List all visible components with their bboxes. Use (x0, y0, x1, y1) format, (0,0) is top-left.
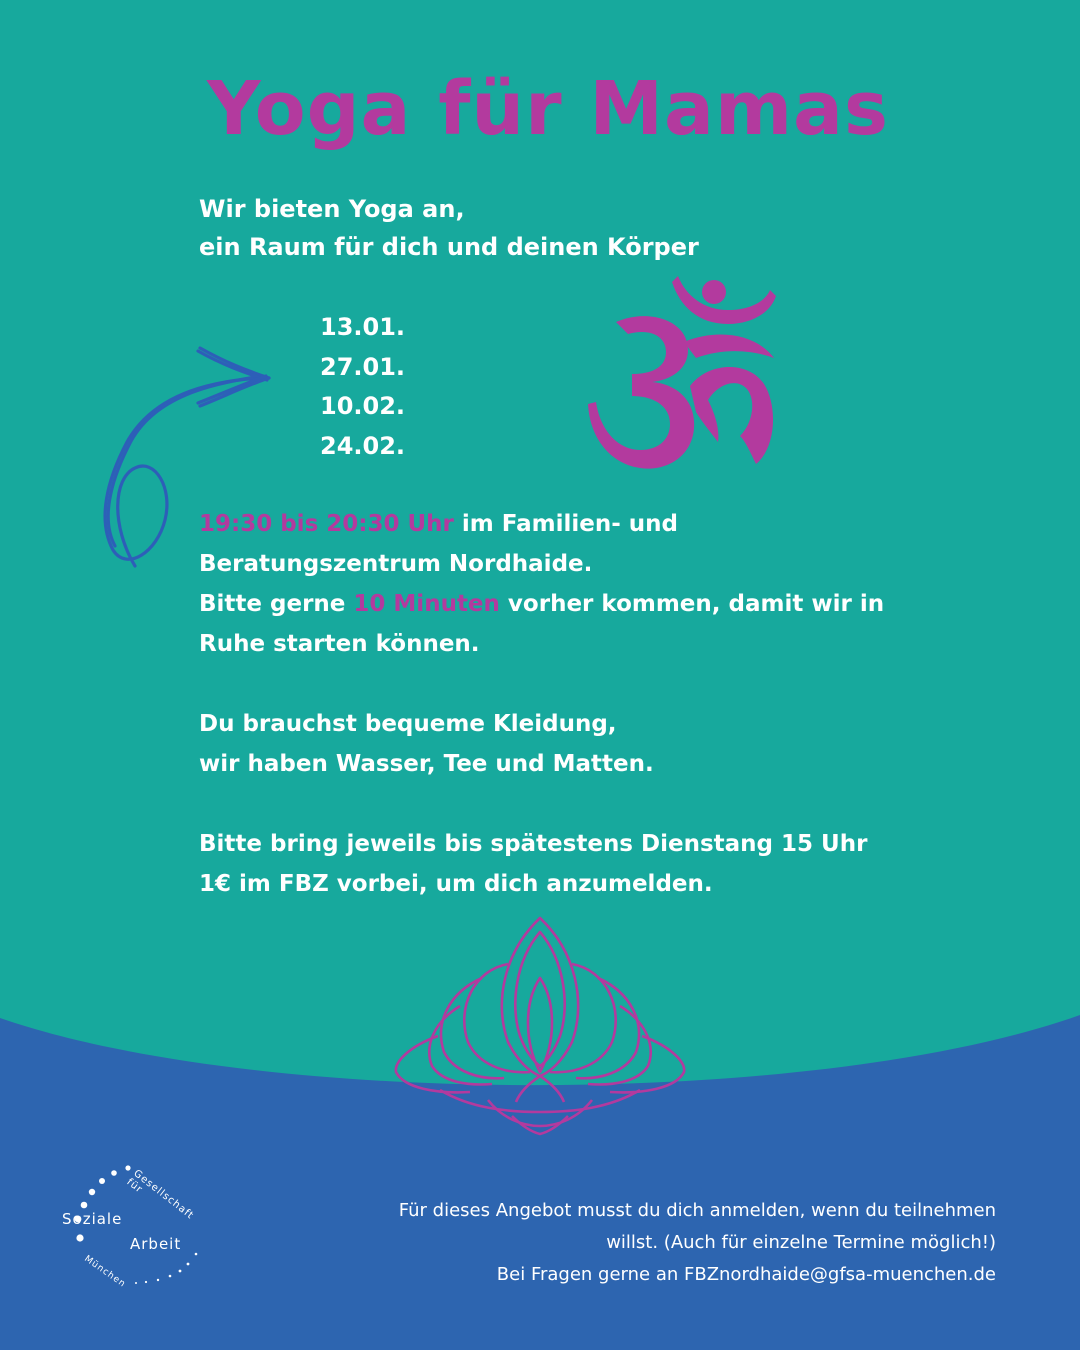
bring-line-2: wir haben Wasser, Tee und Matten. (199, 751, 654, 777)
date-list (320, 308, 405, 466)
om-symbol-icon (578, 272, 788, 477)
logo (58, 1160, 218, 1295)
date-item: 24.02. (320, 431, 406, 460)
logo-arc-bottom-text: München (82, 1254, 128, 1290)
footer-line-2: willst. (Auch für einzelne Termine möglich!) (606, 1232, 996, 1253)
arrival-text-b: vorher kommen, damit wir in (499, 591, 885, 617)
date-item: 10.02. (320, 392, 406, 420)
page-title: Yoga für Mamas (206, 66, 890, 152)
payment-line-1: Bitte bring jeweils bis spätestens Dienstang 15 Uhr (199, 831, 868, 857)
bring-line-1: Du brauchst bequeme Kleidung, (199, 711, 617, 737)
time-location-line-1 (199, 504, 959, 544)
lotus-icon (380, 912, 700, 1137)
logo-arc-top-text: Gesellschaft für (124, 1168, 196, 1222)
footer-text (296, 1195, 996, 1291)
intro-line-2: ein Raum für dich und deinen Körper (199, 233, 699, 261)
info-text (199, 504, 959, 904)
logo-word-arbeit: Arbeit (130, 1235, 182, 1253)
date-item: 27.01. (320, 352, 406, 381)
arrival-line-2: Ruhe starten können. (199, 631, 480, 657)
time-highlight: 19:30 bis 20:30 Uhr (199, 511, 454, 537)
payment-line-2: 1€ im FBZ vorbei, um dich anzumelden. (199, 871, 713, 897)
footer-line-1: Für dieses Angebot musst du dich anmelden, wenn du teilnehmen (398, 1200, 996, 1221)
intro-text (199, 190, 699, 266)
arrival-line-1 (199, 584, 959, 624)
arrival-text-a: Bitte gerne (199, 591, 354, 617)
intro-line-1: Wir bieten Yoga an, (199, 195, 465, 223)
logo-word-soziale: Soziale (62, 1210, 123, 1228)
date-item: 13.01. (320, 313, 406, 341)
location-text: im Familien- und (453, 511, 678, 537)
time-location-line-2: Beratungszentrum Nordhaide. (199, 551, 593, 577)
minutes-highlight: 10 Minuten (353, 591, 500, 617)
footer-line-3: Bei Fragen gerne an FBZnordhaide@gfsa-muenchen.de (496, 1264, 996, 1285)
